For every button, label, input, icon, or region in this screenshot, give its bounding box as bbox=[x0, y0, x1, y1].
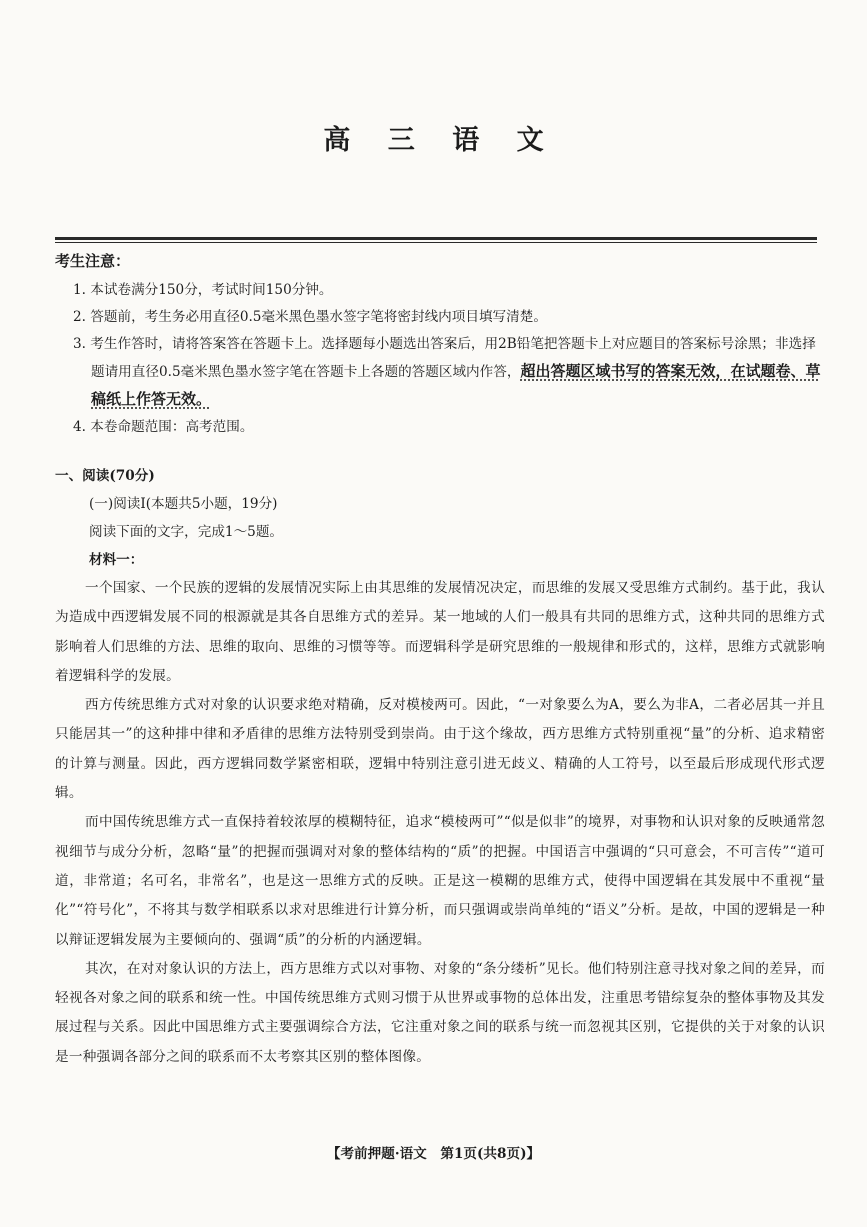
notice-item-3-text: 3. 考生作答时，请将答案答在答题卡上。选择题每小题选出答案后，用2B铅笔把答题卡上对应题目的答案标号涂黑；非选择题请用直径0.5毫米黑色墨水签字笔在答题卡上各题的答题区域内作答， bbox=[73, 336, 816, 380]
sub-section-heading: (一)阅读Ⅰ(本题共5小题，19分) bbox=[89, 496, 278, 512]
page-title: 高 三 语 文 bbox=[323, 125, 558, 156]
section-heading: 一、阅读(70分) bbox=[55, 468, 155, 484]
candidate-notice bbox=[55, 248, 825, 441]
header-rule-thick bbox=[55, 237, 817, 240]
reading-instruction: 阅读下面的文字，完成1～5题。 bbox=[89, 524, 284, 540]
notice-item-2: 2. 答题前，考生务必用直径0.5毫米黑色墨水签字笔将密封线内项目填写清楚。 bbox=[73, 309, 547, 325]
passage-paragraph-2: 西方传统思维方式对对象的认识要求绝对精确，反对模棱两可。因此，“一对象要么为A，要么为非A，二者必居其一并且只能居其一”的这种排中律和矛盾律的思维方法特别受到崇尚。由于这个缘故，西方思维方式特别重视“量”的分析、追求精密的计算与测量。因此，西方逻辑同数学紧密相联，逻辑中特别注意引进无歧义、精确的人工符号，以至最后形成现代形式逻辑。 bbox=[55, 697, 825, 802]
material-label: 材料一： bbox=[89, 552, 144, 568]
header-rule-thin bbox=[55, 242, 817, 243]
passage-paragraph-1: 一个国家、一个民族的逻辑的发展情况实际上由其思维的发展情况决定，而思维的发展又受思维方式制约。基于此，我认为造成中西逻辑发展不同的根源就是其各自思维方式的差异。某一地域的人们一般具有共同的思维方式，这种共同的思维方式影响着人们思维的方法、思维的取向、思维的习惯等等。而逻辑科学是研究思维的一般规律和形式的，这样，思维方式就影响着逻辑科学的发展。 bbox=[55, 580, 825, 684]
page-footer: 【考前押题·语文 第1页(共8页)】 bbox=[326, 1146, 541, 1162]
notice-item-1: 1. 本试卷满分150分，考试时间150分钟。 bbox=[73, 282, 333, 298]
passage-paragraph-4: 其次，在对对象认识的方法上，西方思维方式以对事物、对象的“条分缕析”见长。他们特别注意寻找对象之间的差异，而轻视各对象之间的联系和统一性。中国传统思维方式则习惯于从世界或事物的总体出发，注重思考错综复杂的整体事物及其发展过程与关系。因此中国思维方式主要强调综合方法，它注重对象之间的联系与统一而忽视其区别，它提供的关于对象的认识是一种强调各部分之间的联系而不太考察其区别的整体图像。 bbox=[55, 960, 825, 1065]
notice-item-3 bbox=[55, 331, 825, 414]
notice-title: 考生注意： bbox=[55, 252, 131, 270]
notice-item-3-emphasis: 超出答题区域书写的答案无效，在试题卷、草稿纸上作答无效。 bbox=[91, 362, 821, 408]
notice-item-4: 4. 本卷命题范围：高考范围。 bbox=[73, 419, 254, 435]
passage-paragraph-3: 而中国传统思维方式一直保持着较浓厚的模糊特征，追求“模棱两可”“似是似非”的境界，对事物和认识对象的反映通常忽视细节与成分分析，忽略“量”的把握而强调对对象的整体结构的“质”的把握。中国语言中强调的“只可意会，不可言传”“道可道，非常道；名可名，非常名”，也是这一思维方式的反映。正是这一模糊的思维方式，使得中国逻辑在其发展中不重视“量化”“符号化”，不将其与数学相联系以求对思维进行计算分析，而只强调或崇尚单纯的“语义”分析。是故，中国的逻辑是一种以辩证逻辑发展为主要倾向的、强调“质”的分析的内涵逻辑。 bbox=[55, 814, 825, 948]
reading-section bbox=[55, 462, 825, 1072]
